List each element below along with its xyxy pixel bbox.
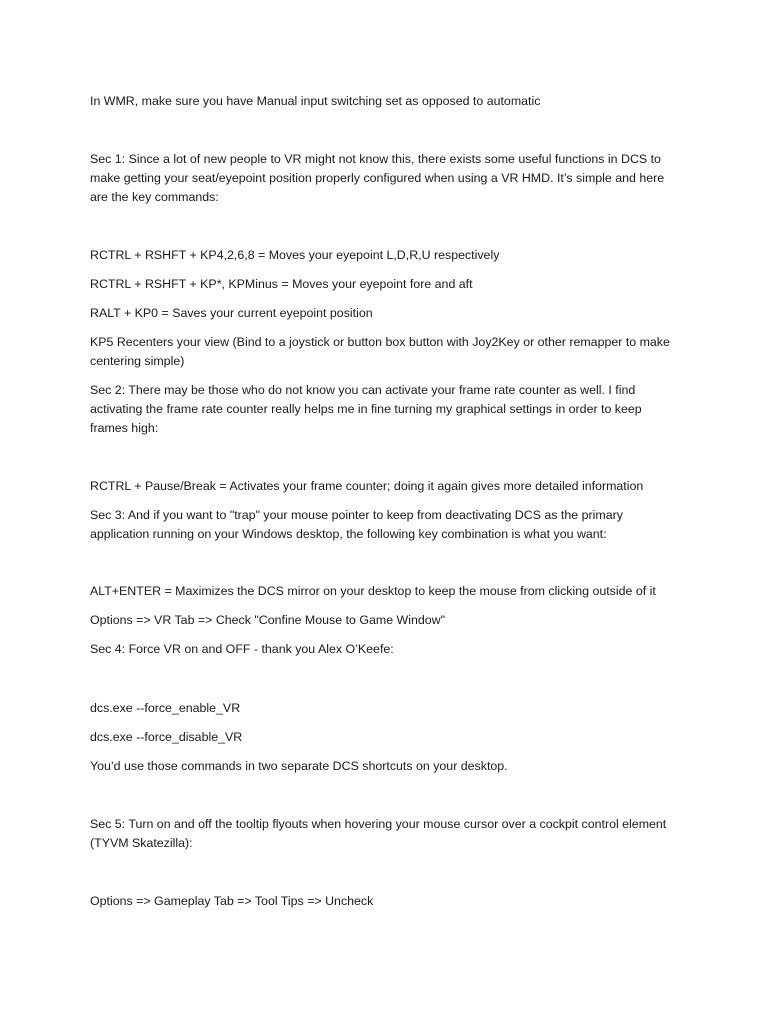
sec5-intro: Sec 5: Turn on and off the tooltip flyouts when hovering your mouse cursor over a cockpit control element (TYVM Skatezilla):: [90, 817, 667, 850]
sec2-intro: Sec 2: There may be those who do not know you can activate your frame rate counter as well. I find activating the frame rate counter really helps me in fine turning my graphical settings in order to keep frames high:: [90, 383, 642, 435]
sec4-command-force-enable: dcs.exe --force_enable_VR: [90, 701, 241, 715]
sec3-command-confine-mouse: Options => VR Tab => Check "Confine Mouse to Game Window": [90, 613, 445, 627]
sec1-command-save-eyepoint: RALT + KP0 = Saves your current eyepoint position: [90, 306, 373, 320]
sec3-command-maximize: ALT+ENTER = Maximizes the DCS mirror on your desktop to keep the mouse from clicking outside of it: [90, 584, 656, 598]
wmr-note: In WMR, make sure you have Manual input switching set as opposed to automatic: [90, 94, 541, 108]
sec4-note: You’d use those commands in two separate DCS shortcuts on your desktop.: [90, 759, 508, 773]
sec2-command-frame-counter: RCTRL + Pause/Break = Activates your frame counter; doing it again gives more detailed information: [90, 479, 644, 493]
sec1-command-eyepoint-fore-aft: RCTRL + RSHFT + KP*, KPMinus = Moves your eyepoint fore and aft: [90, 277, 473, 291]
sec1-command-recenter: KP5 Recenters your view (Bind to a joystick or button box button with Joy2Key or other remapper to make centering simple): [90, 335, 670, 368]
sec4-intro: Sec 4: Force VR on and OFF - thank you Alex O’Keefe:: [90, 642, 394, 656]
sec1-command-eyepoint-ldru: RCTRL + RSHFT + KP4,2,6,8 = Moves your eyepoint L,D,R,U respectively: [90, 248, 500, 262]
sec5-command-tooltips: Options => Gameplay Tab => Tool Tips => Uncheck: [90, 894, 374, 908]
sec4-command-force-disable: dcs.exe --force_disable_VR: [90, 730, 243, 744]
sec1-intro: Sec 1: Since a lot of new people to VR might not know this, there exists some useful functions in DCS to make getting your seat/eyepoint position properly configured when using a VR HMD. It’s simple and here are the key commands:: [90, 152, 665, 204]
sec3-intro: Sec 3: And if you want to "trap" your mouse pointer to keep from deactivating DCS as the primary application running on your Windows desktop, the following key combination is what you want:: [90, 508, 623, 541]
